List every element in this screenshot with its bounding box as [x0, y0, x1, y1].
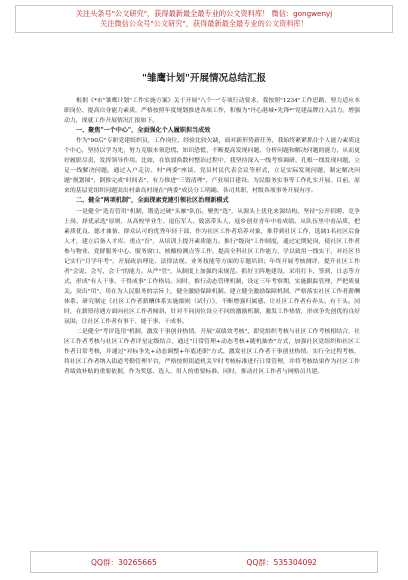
document-title: "雏鹰计划"开展情况总结汇报 — [142, 73, 266, 84]
banner-line-1: 关注头条号"公文研究"，获得最新最全最专业的公文资料库！ 微信：gongwenyj — [75, 9, 333, 18]
section-1-paragraph: 作为"90后"专职党建组织员，工作岗位、经验比较欠缺，面对新形势新任务，我始终紧紧抓住个人能力素质这个中心，坚持以学为先，努力克服本领恐慌、知识恐慌，不断提高发现问题、分析问题和解决问题的能力，从而更好履职尽责，发挥领导作用。比如，在软弱涣散村整治过程中，我坚持深入一线考察调研、孔根一线发现问题，立足一线解决问题。通过入户走访、村"两委"座谈、党员村民代表会议等形式，立足实际发现问题，制定解决问题"规划图"，倒推完成"时间表"，有力推进"三资清理"、产业项目建设。为民服务实事等工作扎实开展。目前，原来的基层党组织问题突出村桑岛村现在"两委"成员分工明确、各司其职，村级各项事务开展有序。 — [64, 138, 360, 195]
document-body — [64, 96, 360, 377]
intro-paragraph: 根据《*市"雏鹰计划"工作实施方案》关于开展"八个一"专项行动要求，我按照"1234"工作思路，努力适应本职岗位、提高自身能力素质，严格按照年度规划推进各项工作，积极为"丹心港城•先锋*"党建品牌注入活力。增强动力，现就工作开展情况汇报如下。 — [64, 98, 360, 125]
section-2-paragraph-2: 二是健全"考评选用"机制，激发干事创业热情。开展"双绩效考核"，即党组织考核与社区工作考核相结合，社区工作者考核与社区工作者评星定级结合，通过"日常管理+动态考核+随机抽查"方式，加强社区党组织和社区工作者日常考核，并通过"对标争先+动态调整+年底述职"方式，激发社区工作者干事创业热情。实行全过程考核，将社区工作者纳入街道考勤管理平台，严格按照街道机关平时考核标准进行日常管理，并将考核结果作为社区工作者绩效补贴的重要依据，作为奖惩、选人、用人的重要标准。同时，推动社区工作者与网格员共建。 — [64, 329, 360, 376]
footer-qq-group-1: QQ群：30265665 — [91, 557, 157, 567]
footer-contact-bar — [30, 551, 378, 573]
section-1-heading: 一、聚焦"一个中心"，全面强化个人履职担当成效 — [76, 127, 211, 135]
banner-line-2: 关注微信公众号"公文研究"，获得最新最全最专业的公文资料库！ — [100, 19, 308, 28]
section-2-heading: 二、健全"两项机制"，全面探索党建引领社区治理新模式 — [76, 197, 229, 205]
promo-banner — [15, 5, 393, 33]
section-2-paragraph-1: 一是健全"选育管用"机制，锻造过硬"头雁"队伍。聚焦"选"，从源头上优化来源结构。坚持"公开招聘、竞争上岗、择优录选"原则，从高校毕业生、退伍军人、致富带头人、返乡创业青年中看成绩、从队伍里中看品质，把素质优良、德才兼备、群众认可的优秀年轻干部，作为社区工作者培养对象，推荐到社区工作，选调1名社区后备人才，建立后备人才库。重点"育"，从培训上提升素质能力。推行"级岗"工作制度，通过定期轮岗，使社区工作者参与物业、党群服务中心、服务窗口、核酸检测点等工作，提高全科社区工作能力，学以致用一线实干，对社区书记实行"月学年考"，开展政治理论、法律法规、业务技能等方面的专题培训；年终开展考核测评，提升社区工作者"会说、会写、会干"的能力。从严"管"，从制度上加强约束规范。抓好主阵地建设，采用打卡、签到、日志等方式，形成"有人干事、干得成事"工作格局。同时，推行动态管理机制，设定三年考察期，实施跟踪管理，严把质量关。突出"用"，用在为人民服务的宗旨上，健全激励保障机制。建立健全激励保障机制，严格落实社区工作者薪酬体系、研究制定《社区工作者薪酬体系实施细则（试行）》，不断增强归属感、让社区工作者有奔头、有干头。同时，在薪资待遇方面向社区工作者倾斜，针对不同岗位设立不同的激励机制，激发工作热情，形成争先创优的良好氛围，让社区工作者有事干、能干事、干成事。 — [64, 208, 360, 326]
footer-qq-group-2: QQ群：535304092 — [246, 557, 317, 567]
